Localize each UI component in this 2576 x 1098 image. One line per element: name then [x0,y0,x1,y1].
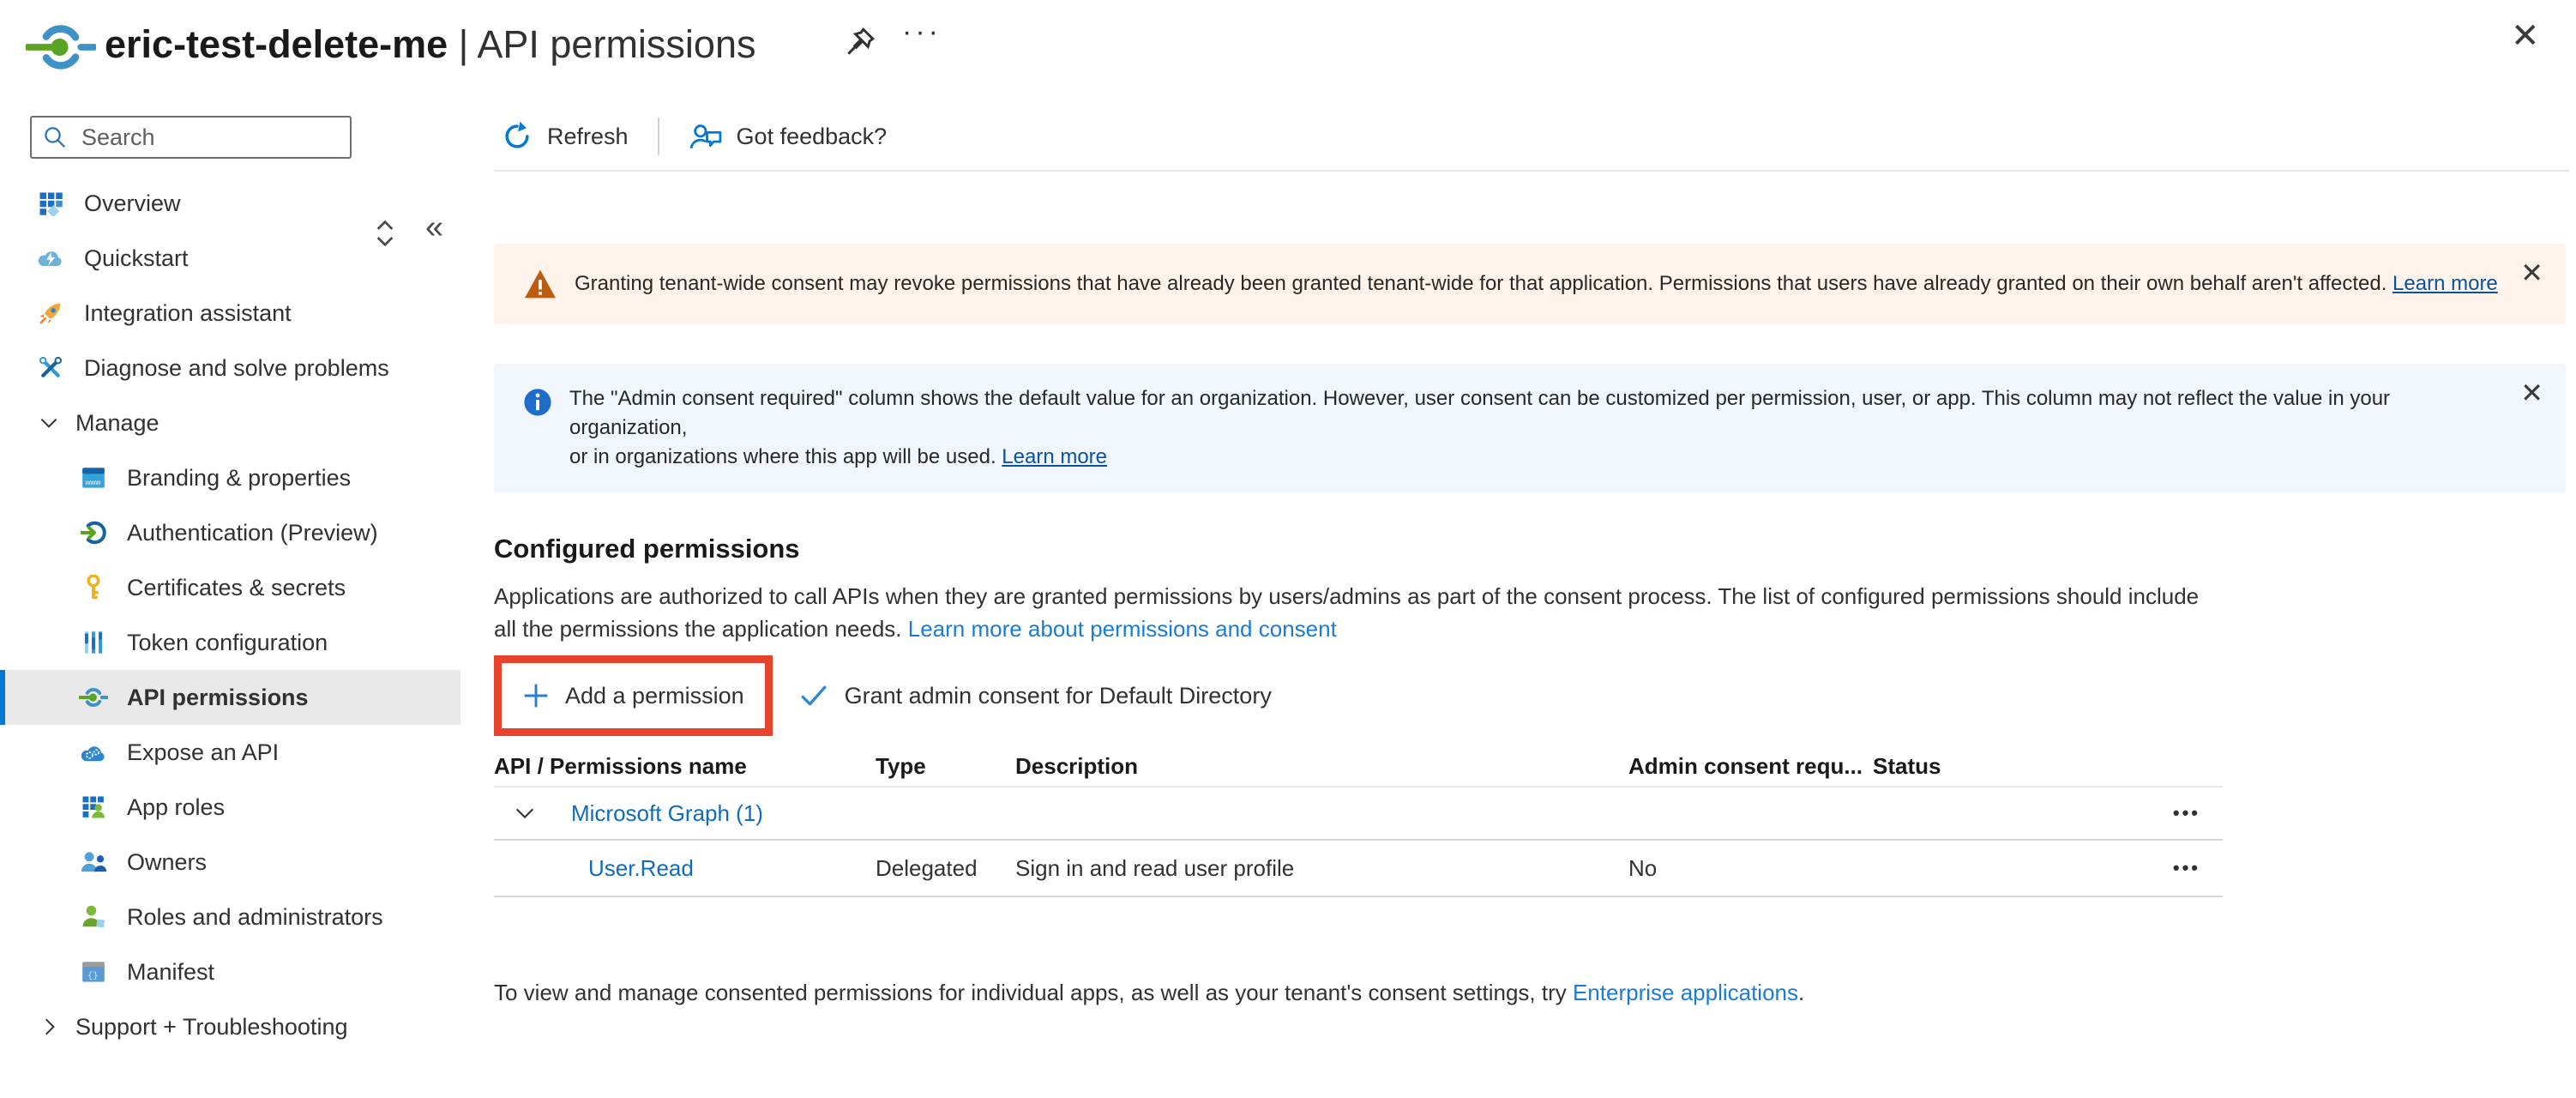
table-row[interactable] [494,841,2223,897]
col-type: Type [876,752,926,779]
sidebar-item-label: Roles and administrators [127,903,383,930]
toolbar [494,103,2569,172]
col-status: Status [1873,752,1941,779]
sidebar-item-quickstart[interactable] [0,231,460,286]
sidebar-item-label: Manifest [127,958,215,985]
plus-icon [522,682,550,709]
sidebar-group-label: Support + Troubleshooting [75,1013,348,1040]
sidebar [0,103,477,1098]
info-banner [494,364,2566,492]
enterprise-applications-link[interactable]: Enterprise applications [1572,980,1799,1005]
footer-note: To view and manage consented permissions for individual apps, as well as your tenant's consent settings, try Enterprise applications. [494,980,1805,1005]
warning-close-icon[interactable]: ✕ [2520,257,2543,288]
sidebar-item-label: Owners [127,848,208,875]
api-permissions-icon [79,685,108,709]
sidebar-item-label: Quickstart [84,244,189,271]
sidebar-item-label: Integration assistant [84,299,292,326]
main-content [494,103,2569,1006]
search-input[interactable] [30,116,352,159]
sidebar-item-label: Token configuration [127,629,328,655]
highlight-annotation-box [494,655,773,736]
configured-permissions-description: Applications are authorized to call APIs when they are granted permissions by users/admins as part of the consent process. The list of configured permissions should include all the permissions the application needs. Learn more about permissions and consent [494,583,2200,642]
sidebar-item-diagnose[interactable] [0,341,460,395]
sidebar-nav [0,176,477,1054]
col-api-permissions-name: API / Permissions name [494,752,747,779]
warning-banner [494,244,2566,324]
title-separator: | [448,22,478,66]
info-close-icon[interactable]: ✕ [2520,377,2543,408]
info-icon [523,388,552,472]
sidebar-item-label: Branding & properties [127,464,352,491]
configured-permissions-heading: Configured permissions [494,534,800,564]
quickstart-icon [36,247,65,269]
blade-close-icon[interactable]: ✕ [2511,17,2540,55]
sidebar-item-integration-assistant[interactable] [0,286,460,341]
grant-admin-consent-label: Grant admin consent for Default Directory [844,682,1272,709]
permissions-table [494,746,2223,897]
person-cube-icon [79,904,108,930]
sidebar-item-certificates-secrets[interactable] [0,560,460,615]
toolbar-divider [658,118,659,155]
info-learn-more-link[interactable]: Learn more [1002,445,1108,468]
table-header-row [494,746,2223,786]
sidebar-item-label: Diagnose and solve problems [84,354,389,381]
refresh-label: Refresh [547,123,629,149]
grant-admin-consent-button[interactable] [791,672,1279,720]
overview-icon [36,190,65,216]
sidebar-item-expose-an-api[interactable] [0,725,460,780]
col-admin-consent: Admin consent requ... [1628,752,1863,779]
search-icon [42,124,68,150]
warning-icon [523,268,557,299]
add-permission-label: Add a permission [565,682,744,709]
feedback-label: Got feedback? [736,123,888,149]
header-more-icon[interactable]: ··· [902,15,942,48]
app-name: eric-test-delete-me [105,22,448,66]
feedback-icon [689,120,723,153]
checkmark-icon [798,680,829,711]
menu-collapse-icon[interactable]: « [425,209,444,245]
api-permissions-app-icon [26,21,96,74]
browser-window-icon [79,467,108,489]
sidebar-item-app-roles[interactable] [0,780,460,835]
feedback-button[interactable] [682,120,894,153]
key-icon [79,575,108,600]
chevron-down-icon[interactable] [513,801,537,825]
sidebar-item-label: Overview [84,190,181,216]
permission-actions [494,655,2569,736]
sidebar-item-token-configuration[interactable] [0,615,460,670]
permission-name-link[interactable]: User.Read [588,854,694,881]
sidebar-item-label: App roles [127,793,226,820]
permission-description: Sign in and read user profile [1015,854,1295,881]
svg-text:{}: {} [87,971,99,981]
chevron-down-icon [36,412,62,434]
chevron-right-icon [36,1016,62,1038]
microsoft-graph-link[interactable]: Microsoft Graph (1) [571,799,763,826]
sidebar-item-label: Authentication (Preview) [127,519,378,546]
pin-icon[interactable] [842,22,880,60]
svg-text:www: www [85,479,101,487]
permission-admin-consent: No [1628,854,1658,881]
info-text: The "Admin consent required" column shows the default value for an organization. However, user consent can be customized per permission, user, or app. This column may not reflect the value in your organization, or in organizations where this app will be used. Learn more [569,387,2391,468]
sidebar-item-authentication[interactable] [0,505,460,560]
table-group-row[interactable] [494,787,2223,841]
cloud-gears-icon [79,741,108,763]
people-icon [79,850,108,874]
sidebar-item-overview[interactable] [0,176,460,231]
permission-type: Delegated [876,854,978,881]
warning-text: Granting tenant-wide consent may revoke permissions that have already been granted tenant-wide for that application. Permissions that users have already granted on their own behalf aren't affected. Learn more [575,272,2498,295]
sidebar-item-label: API permissions [127,684,309,710]
sidebar-item-api-permissions[interactable] [0,670,460,725]
grid-person-icon [79,794,108,820]
rocket-icon [36,300,65,326]
sidebar-group-support[interactable] [0,999,460,1054]
sidebar-item-branding-properties[interactable] [0,450,460,505]
page-header [0,0,2576,96]
sliders-icon [79,630,108,655]
sidebar-item-owners[interactable] [0,835,460,890]
sidebar-group-manage[interactable] [0,395,460,450]
row-more-icon[interactable]: ••• [2172,802,2200,824]
sign-in-circle-icon [79,520,108,546]
sidebar-group-label: Manage [75,409,159,436]
permissions-consent-link[interactable]: Learn more about permissions and consent [907,616,1337,642]
sidebar-item-label: Expose an API [127,739,280,765]
sidebar-item-label: Certificates & secrets [127,574,346,600]
sidebar-item-manifest[interactable] [0,944,460,999]
page-title [105,22,755,67]
tools-icon [36,355,65,381]
code-window-icon [79,961,108,983]
sidebar-item-roles-administrators[interactable] [0,890,460,944]
refresh-button[interactable] [494,120,635,153]
blade-name: API permissions [477,22,756,66]
refresh-icon [501,120,533,153]
add-permission-button[interactable] [502,663,765,728]
col-description: Description [1015,752,1139,779]
warning-learn-more-link[interactable]: Learn more [2392,272,2498,295]
row-more-icon[interactable]: ••• [2172,857,2200,878]
